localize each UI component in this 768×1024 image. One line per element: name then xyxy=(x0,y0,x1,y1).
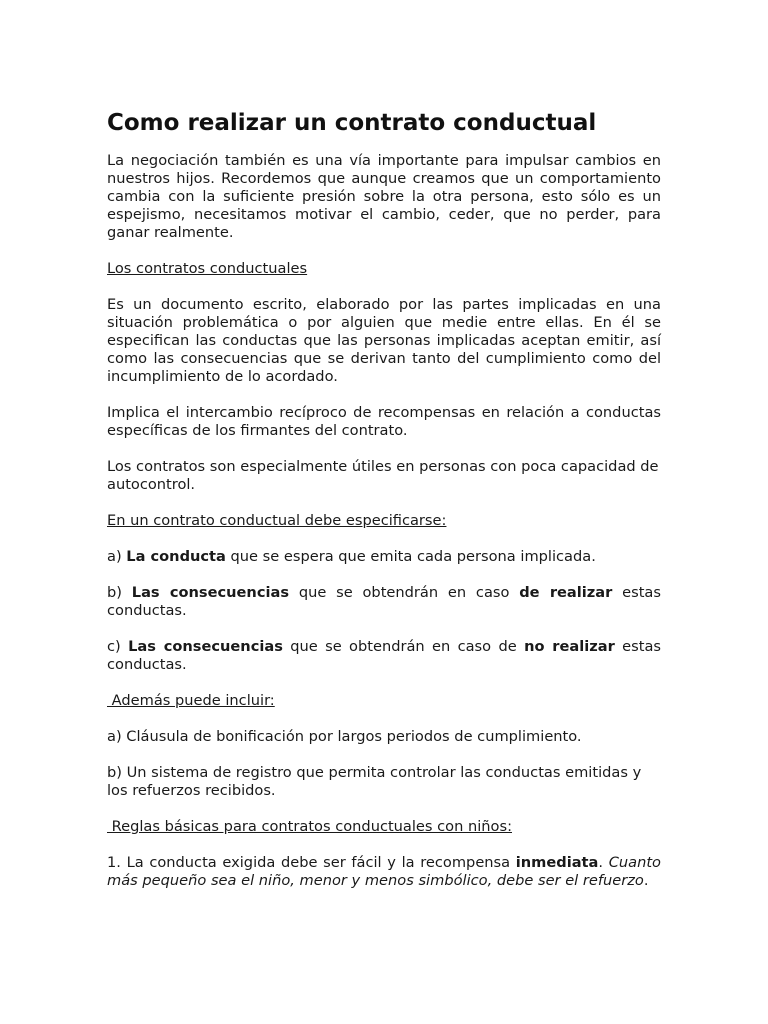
item-text-end: estas conductas. xyxy=(107,638,661,673)
extra-item-b: b) Un sistema de registro que permita controlar las conductas emitidas y los refuerzos recibidos. xyxy=(107,764,642,799)
item-bold: Las consecuencias xyxy=(131,584,290,601)
rule-dot: . xyxy=(598,854,604,871)
item-bold: La conducta xyxy=(126,548,226,565)
definition-paragraph: Es un documento escrito, elaborado por las partes implicadas en una situación problemática o por alguien que medie entre ellas. En él se especifican las conductas que las personas implicadas aceptan emitir, así como las consecuencias que se derivan tanto del cumplimiento como del incumplimiento de lo acordado. xyxy=(107,296,661,385)
usefulness-paragraph: Los contratos son especialmente útiles en personas con poca capacidad de autocontrol. xyxy=(107,458,659,493)
rule-end: . xyxy=(643,872,649,889)
item-prefix: c) xyxy=(107,638,129,655)
document-title: Como realizar un contrato conductual xyxy=(107,110,597,136)
list-item-a xyxy=(107,548,661,566)
section-heading-especificar: En un contrato conductual debe especificarse: xyxy=(107,512,447,529)
section-heading-reglas: Reglas básicas para contratos conductuales con niños: xyxy=(107,818,512,835)
reciprocity-paragraph: Implica el intercambio recíproco de recompensas en relación a conductas específicas de los firmantes del contrato. xyxy=(107,404,661,439)
list-item-c xyxy=(107,638,661,674)
section-heading-ademas: Además puede incluir: xyxy=(107,692,275,709)
item-text: que se obtendrán en caso xyxy=(289,584,520,601)
rule-text: 1. La conducta exigida debe ser fácil y la recompensa xyxy=(107,854,516,871)
item-text: que se obtendrán en caso de xyxy=(282,638,525,655)
rule-bold: inmediata xyxy=(515,854,599,871)
item-text-end: estas conductas. xyxy=(107,584,661,619)
item-text: que se espera que emita cada persona implicada. xyxy=(225,548,596,565)
item-prefix: b) xyxy=(107,584,132,601)
item-bold-2: de realizar xyxy=(519,584,613,601)
rule-italic: Cuanto más pequeño sea el niño, menor y menos simbólico, debe ser el refuerzo xyxy=(107,854,661,889)
item-bold-2: no realizar xyxy=(524,638,615,655)
section-heading-contratos: Los contratos conductuales xyxy=(107,260,308,277)
item-bold: Las consecuencias xyxy=(128,638,283,655)
list-item-b xyxy=(107,584,661,620)
rule-item-1 xyxy=(107,854,661,890)
intro-paragraph: La negociación también es una vía importante para impulsar cambios en nuestros hijos. Recordemos que aunque creamos que un comportamiento cambia con la suficiente presión sobre la otra persona, esto sólo es un espejismo, necesitamos motivar el cambio, ceder, que no perder, para ganar realmente. xyxy=(107,152,661,241)
item-prefix: a) xyxy=(107,548,127,565)
extra-item-a: a) Cláusula de bonificación por largos periodos de cumplimiento. xyxy=(107,728,582,745)
